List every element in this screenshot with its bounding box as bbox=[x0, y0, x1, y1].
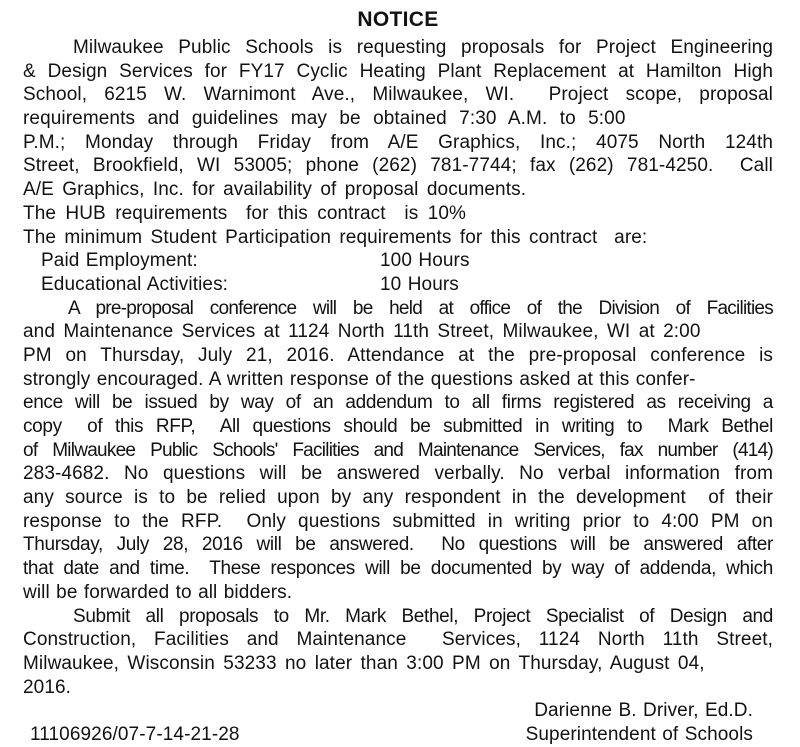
notice-line: ence will be issued by way of an addendum to all firms registered as receiving a bbox=[23, 392, 773, 414]
notice-line: & Design Services for FY17 Cyclic Heating Plant Replacement at Hamilton High bbox=[23, 60, 773, 82]
schedule-row bbox=[23, 249, 773, 273]
notice-line: Milwaukee, Wisconsin 53233 no later than 3:00 PM on Thursday, August 04, bbox=[23, 652, 705, 674]
notice-line: Construction, Facilities and Maintenance Services, 1124 North 11th Street, bbox=[23, 629, 773, 651]
signature-name: Darienne B. Driver, Ed.D. bbox=[534, 700, 753, 722]
notice-line: response to the RFP. Only questions submitted in writing prior to 4:00 PM on bbox=[23, 510, 773, 532]
notice-line: Milwaukee Public Schools is requesting proposals for Project Engineering bbox=[73, 37, 773, 58]
notice-line: P.M.; Monday through Friday from A/E Graphics, Inc.; 4075 North 124th bbox=[23, 131, 773, 153]
notice-line: School, 6215 W. Warnimont Ave., Milwaukee, WI. Project scope, proposal bbox=[23, 84, 773, 106]
notice-line: of Milwaukee Public Schools' Facilities and Maintenance Services, fax number (414) bbox=[23, 439, 773, 461]
notice-line: Thursday, July 28, 2016 will be answered. No questions will be answered after bbox=[23, 534, 773, 556]
schedule-value: 10 Hours bbox=[380, 273, 459, 295]
schedule-label: Educational Activities: bbox=[41, 273, 229, 295]
notice-line: will be forwarded to all bidders. bbox=[23, 581, 293, 603]
notice-line: The HUB requirements for this contract is 10% bbox=[23, 202, 467, 224]
notice-line: and Maintenance Services at 1124 North 11th Street, Milwaukee, WI at 2:00 bbox=[23, 321, 701, 343]
notice-line: 283-4682. No questions will be answered verbally. No verbal information from bbox=[23, 463, 773, 485]
notice-line: any source is to be relied upon by any respondent in the development of their bbox=[23, 487, 773, 509]
schedule-value: 100 Hours bbox=[380, 250, 470, 272]
schedule-row bbox=[23, 273, 773, 297]
notice-line: copy of this RFP, All questions should be submitted in writing to Mark Bethel bbox=[23, 416, 773, 437]
notice-line: 2016. bbox=[23, 676, 72, 698]
notice-line: Street, Brookfield, WI 53005; phone (262) 781-7744; fax (262) 781-4250. Call bbox=[23, 155, 773, 177]
notice-line: requirements and guidelines may be obtained 7:30 A.M. to 5:00 bbox=[23, 108, 626, 130]
page-title: NOTICE bbox=[357, 8, 439, 31]
footer-row bbox=[23, 723, 773, 747]
notice-line: PM on Thursday, July 21, 2016. Attendance at the pre-proposal conference is bbox=[23, 344, 773, 366]
signature-title: Superintendent of Schools bbox=[525, 723, 753, 745]
notice-line: Submit all proposals to Mr. Mark Bethel, Project Specialist of Design and bbox=[73, 605, 773, 627]
notice-line: that date and time. These responces will be documented by way of addenda, which bbox=[23, 558, 773, 580]
notice-line: The minimum Student Participation requirements for this contract are: bbox=[23, 226, 648, 248]
reference-number: 11106926/07-7-14-21-28 bbox=[30, 723, 240, 745]
notice-line: strongly encouraged. A written response of the questions asked at this confer- bbox=[23, 368, 696, 390]
notice-line: A pre-proposal conference will be held at office of the Division of Facilities bbox=[68, 297, 773, 319]
schedule-label: Paid Employment: bbox=[41, 250, 198, 272]
notice-line: A/E Graphics, Inc. for availability of proposal documents. bbox=[23, 179, 527, 201]
